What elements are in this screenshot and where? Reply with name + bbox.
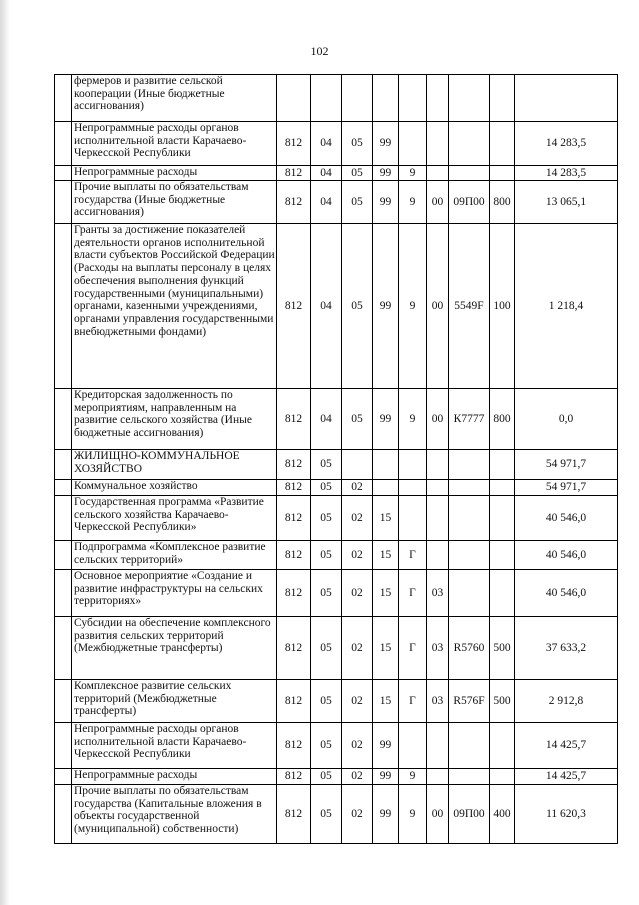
subsection-code-cell: 02 — [342, 680, 373, 723]
amount-cell: 37 633,2 — [515, 617, 618, 680]
section-code-cell: 05 — [311, 541, 342, 570]
ministry-code-cell: 812 — [277, 617, 311, 680]
amount-cell: 2 912,8 — [515, 680, 618, 723]
section-code-cell: 05 — [311, 570, 342, 617]
subsection-code-cell: 02 — [342, 480, 373, 496]
section-code-cell: 05 — [311, 480, 342, 496]
program-code-cell: 15 — [373, 617, 399, 680]
ministry-code-cell: 812 — [277, 570, 311, 617]
section-code-cell: 05 — [311, 496, 342, 541]
table-row — [55, 496, 618, 541]
subsection-code-cell: 02 — [342, 541, 373, 570]
amount-cell: 14 283,5 — [515, 166, 618, 181]
row-marker-cell — [55, 75, 72, 122]
expense-name-cell: Основное мероприятие «Создание и развитие инфраструктуры на сельских территориях» — [72, 570, 277, 617]
expense-type-cell: 500 — [490, 680, 515, 723]
amount-cell: 14 425,7 — [515, 769, 618, 785]
row-marker-cell — [55, 541, 72, 570]
row-marker-cell — [55, 389, 72, 450]
expense-type-cell — [490, 480, 515, 496]
subprogram-code-cell — [399, 496, 427, 541]
row-marker-cell — [55, 224, 72, 389]
direction-code-cell — [449, 480, 490, 496]
table-row — [55, 75, 618, 122]
amount-cell: 40 546,0 — [515, 541, 618, 570]
ministry-code-cell — [277, 75, 311, 122]
ministry-code-cell: 812 — [277, 480, 311, 496]
program-code-cell: 99 — [373, 723, 399, 769]
subprogram-code-cell: 9 — [399, 785, 427, 844]
row-marker-cell — [55, 181, 72, 224]
section-code-cell: 05 — [311, 785, 342, 844]
subprogram-code-cell — [399, 450, 427, 480]
subsection-code-cell: 05 — [342, 224, 373, 389]
row-marker-cell — [55, 723, 72, 769]
amount-cell: 40 546,0 — [515, 496, 618, 541]
table-row — [55, 723, 618, 769]
direction-code-cell — [449, 166, 490, 181]
subprogram-code-cell — [399, 122, 427, 166]
direction-code-cell — [449, 541, 490, 570]
table-row — [55, 389, 618, 450]
section-code-cell: 05 — [311, 769, 342, 785]
row-marker-cell — [55, 480, 72, 496]
subsection-code-cell: 02 — [342, 496, 373, 541]
expense-type-cell: 100 — [490, 224, 515, 389]
subprogram-code-cell: 9 — [399, 389, 427, 450]
event-code-cell: 03 — [427, 680, 449, 723]
ministry-code-cell: 812 — [277, 785, 311, 844]
subsection-code-cell: 05 — [342, 181, 373, 224]
table-row — [55, 769, 618, 785]
amount-cell: 40 546,0 — [515, 570, 618, 617]
section-code-cell: 04 — [311, 389, 342, 450]
section-code-cell: 05 — [311, 723, 342, 769]
subsection-code-cell: 02 — [342, 617, 373, 680]
subprogram-code-cell — [399, 75, 427, 122]
event-code-cell — [427, 496, 449, 541]
program-code-cell: 99 — [373, 224, 399, 389]
subsection-code-cell: 05 — [342, 122, 373, 166]
row-marker-cell — [55, 166, 72, 181]
amount-cell: 13 065,1 — [515, 181, 618, 224]
row-marker-cell — [55, 496, 72, 541]
program-code-cell: 15 — [373, 570, 399, 617]
event-code-cell: 00 — [427, 224, 449, 389]
event-code-cell — [427, 769, 449, 785]
subsection-code-cell: 05 — [342, 389, 373, 450]
page-number: 102 — [310, 44, 329, 58]
subsection-code-cell: 02 — [342, 785, 373, 844]
subprogram-code-cell: 9 — [399, 166, 427, 181]
direction-code-cell — [449, 723, 490, 769]
expense-name-cell: фермеров и развитие сельской кооперации (Иные бюджетные ассигнования) — [72, 75, 277, 122]
subprogram-code-cell: 9 — [399, 181, 427, 224]
program-code-cell — [373, 450, 399, 480]
subprogram-code-cell: Г — [399, 541, 427, 570]
ministry-code-cell: 812 — [277, 166, 311, 181]
program-code-cell: 15 — [373, 541, 399, 570]
direction-code-cell: R5760 — [449, 617, 490, 680]
expense-type-cell — [490, 723, 515, 769]
expense-name-cell: Непрограммные расходы органов исполнительной власти Карачаево-Черкесской Республики — [72, 122, 277, 166]
expense-type-cell: 400 — [490, 785, 515, 844]
subsection-code-cell — [342, 450, 373, 480]
ministry-code-cell: 812 — [277, 723, 311, 769]
expense-name-cell: Гранты за достижение показателей деятельности органов исполнительной власти субъектов Российской Федерации (Расходы на выплаты персоналу в целях обеспечения выполнения функций государственными (муниципальными) органами, казенными учреждениями, органами управления государственными внебюджетными фондами) — [72, 224, 277, 389]
table-row — [55, 224, 618, 389]
expense-type-cell — [490, 541, 515, 570]
expense-type-cell — [490, 769, 515, 785]
subsection-code-cell: 02 — [342, 570, 373, 617]
event-code-cell — [427, 122, 449, 166]
program-code-cell: 15 — [373, 496, 399, 541]
event-code-cell: 03 — [427, 570, 449, 617]
subsection-code-cell: 02 — [342, 769, 373, 785]
table-row — [55, 680, 618, 723]
subsection-code-cell: 05 — [342, 166, 373, 181]
section-code-cell: 05 — [311, 680, 342, 723]
event-code-cell — [427, 723, 449, 769]
budget-table — [54, 74, 618, 844]
table-row — [55, 122, 618, 166]
direction-code-cell: 5549F — [449, 224, 490, 389]
row-marker-cell — [55, 617, 72, 680]
direction-code-cell — [449, 122, 490, 166]
expense-name-cell: Субсидии на обеспечение комплексного развития сельских территорий (Межбюджетные трансферты) — [72, 617, 277, 680]
row-marker-cell — [55, 570, 72, 617]
amount-cell: 14 283,5 — [515, 122, 618, 166]
event-code-cell: 00 — [427, 181, 449, 224]
page-edge-shadow — [0, 0, 10, 905]
expense-type-cell — [490, 166, 515, 181]
expense-name-cell: Непрограммные расходы — [72, 166, 277, 181]
section-code-cell: 04 — [311, 166, 342, 181]
table-row — [55, 450, 618, 480]
direction-code-cell — [449, 450, 490, 480]
ministry-code-cell: 812 — [277, 389, 311, 450]
direction-code-cell: R576F — [449, 680, 490, 723]
table-row — [55, 785, 618, 844]
program-code-cell: 99 — [373, 181, 399, 224]
event-code-cell — [427, 75, 449, 122]
program-code-cell — [373, 75, 399, 122]
subprogram-code-cell: Г — [399, 570, 427, 617]
expense-name-cell: Непрограммные расходы — [72, 769, 277, 785]
amount-cell: 14 425,7 — [515, 723, 618, 769]
program-code-cell: 99 — [373, 166, 399, 181]
ministry-code-cell: 812 — [277, 680, 311, 723]
direction-code-cell: 09П00 — [449, 785, 490, 844]
table-row — [55, 541, 618, 570]
subprogram-code-cell: 9 — [399, 224, 427, 389]
subsection-code-cell: 02 — [342, 723, 373, 769]
subprogram-code-cell — [399, 480, 427, 496]
section-code-cell: 05 — [311, 617, 342, 680]
expense-type-cell: 800 — [490, 181, 515, 224]
subprogram-code-cell: 9 — [399, 769, 427, 785]
expense-type-cell — [490, 570, 515, 617]
table-row — [55, 617, 618, 680]
amount-cell: 0,0 — [515, 389, 618, 450]
expense-type-cell — [490, 450, 515, 480]
table-row — [55, 181, 618, 224]
expense-type-cell — [490, 122, 515, 166]
direction-code-cell — [449, 769, 490, 785]
row-marker-cell — [55, 450, 72, 480]
amount-cell: 11 620,3 — [515, 785, 618, 844]
direction-code-cell: 09П00 — [449, 181, 490, 224]
event-code-cell — [427, 480, 449, 496]
row-marker-cell — [55, 122, 72, 166]
event-code-cell — [427, 541, 449, 570]
direction-code-cell — [449, 570, 490, 617]
subprogram-code-cell — [399, 723, 427, 769]
table-row — [55, 480, 618, 496]
direction-code-cell: К7777 — [449, 389, 490, 450]
direction-code-cell — [449, 75, 490, 122]
row-marker-cell — [55, 769, 72, 785]
expense-name-cell: Кредиторская задолженность по мероприятиям, направленным на развитие сельского хозяйства (Иные бюджетные ассигнования) — [72, 389, 277, 450]
table-row — [55, 166, 618, 181]
expense-type-cell — [490, 75, 515, 122]
expense-type-cell: 800 — [490, 389, 515, 450]
expense-name-cell: Непрограммные расходы органов исполнительной власти Карачаево-Черкесской Республики — [72, 723, 277, 769]
event-code-cell: 00 — [427, 389, 449, 450]
program-code-cell: 15 — [373, 680, 399, 723]
subprogram-code-cell: Г — [399, 680, 427, 723]
table-body — [55, 75, 618, 844]
expense-name-cell: Государственная программа «Развитие сельского хозяйства Карачаево-Черкесской Республики» — [72, 496, 277, 541]
expense-name-cell: Прочие выплаты по обязательствам государства (Иные бюджетные ассигнования) — [72, 181, 277, 224]
ministry-code-cell: 812 — [277, 224, 311, 389]
ministry-code-cell: 812 — [277, 769, 311, 785]
amount-cell: 54 971,7 — [515, 450, 618, 480]
expense-name-cell: Подпрограмма «Комплексное развитие сельских территорий» — [72, 541, 277, 570]
ministry-code-cell: 812 — [277, 181, 311, 224]
ministry-code-cell: 812 — [277, 122, 311, 166]
ministry-code-cell: 812 — [277, 541, 311, 570]
section-code-cell: 04 — [311, 224, 342, 389]
section-code-cell: 05 — [311, 450, 342, 480]
event-code-cell — [427, 450, 449, 480]
subsection-code-cell — [342, 75, 373, 122]
event-code-cell — [427, 166, 449, 181]
row-marker-cell — [55, 680, 72, 723]
expense-name-cell: Комплексное развитие сельских территорий (Межбюджетные трансферты) — [72, 680, 277, 723]
expense-name-cell: Прочие выплаты по обязательствам государства (Капитальные вложения в объекты государственной (муниципальной) собственности) — [72, 785, 277, 844]
program-code-cell: 99 — [373, 785, 399, 844]
program-code-cell — [373, 480, 399, 496]
subprogram-code-cell: Г — [399, 617, 427, 680]
ministry-code-cell: 812 — [277, 496, 311, 541]
section-code-cell: 04 — [311, 122, 342, 166]
event-code-cell: 00 — [427, 785, 449, 844]
amount-cell: 54 971,7 — [515, 480, 618, 496]
program-code-cell: 99 — [373, 389, 399, 450]
table-row — [55, 570, 618, 617]
program-code-cell: 99 — [373, 769, 399, 785]
ministry-code-cell: 812 — [277, 450, 311, 480]
expense-name-cell: Коммунальное хозяйство — [72, 480, 277, 496]
direction-code-cell — [449, 496, 490, 541]
event-code-cell: 03 — [427, 617, 449, 680]
expense-name-cell: ЖИЛИЩНО-КОММУНАЛЬНОЕ ХОЗЯЙСТВО — [72, 450, 277, 480]
amount-cell — [515, 75, 618, 122]
section-code-cell — [311, 75, 342, 122]
program-code-cell: 99 — [373, 122, 399, 166]
section-code-cell: 04 — [311, 181, 342, 224]
row-marker-cell — [55, 785, 72, 844]
expense-type-cell — [490, 496, 515, 541]
expense-type-cell: 500 — [490, 617, 515, 680]
amount-cell: 1 218,4 — [515, 224, 618, 389]
